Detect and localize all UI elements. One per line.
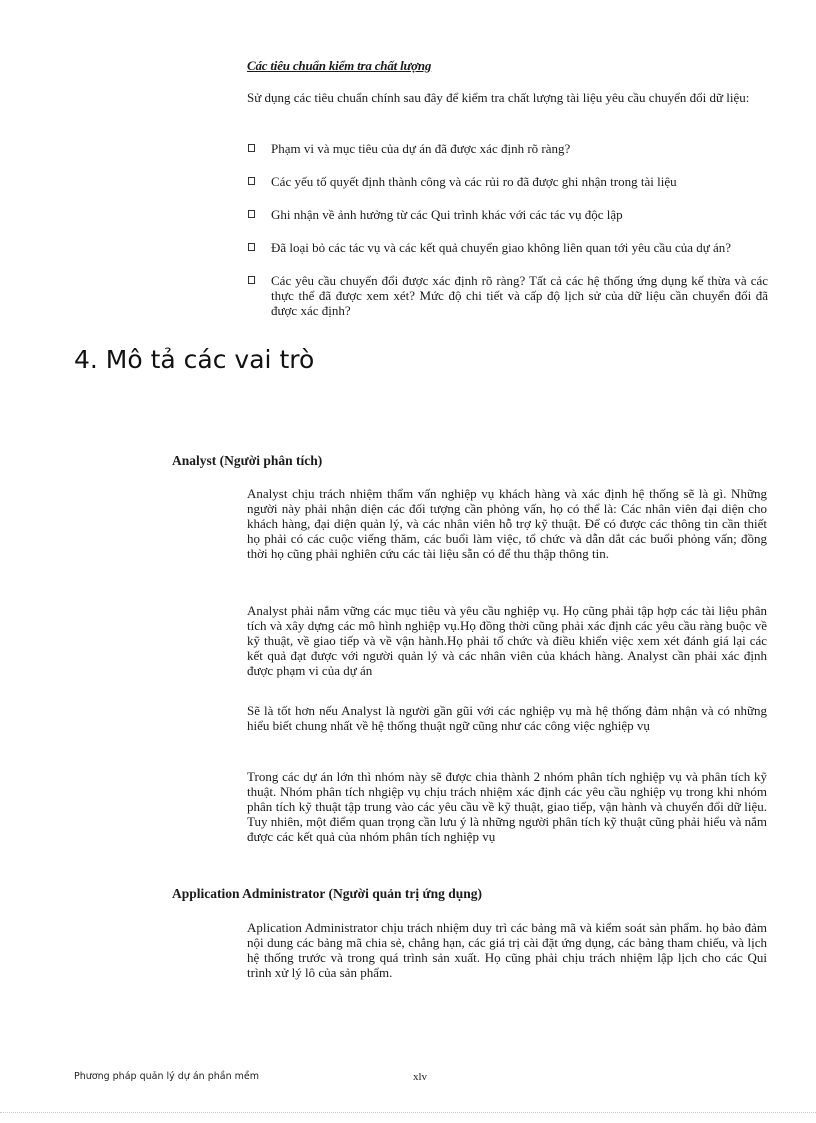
footer-document-title: Phương pháp quản lý dự án phần mềm [74,1071,259,1082]
analyst-paragraph: Analyst phải nắm vững các mục tiêu và yêu cầu nghiệp vụ. Họ cũng phải tập hợp các tài liệu phân tích và xây dựng các mô hình nghiệp vụ.Họ đồng thời cũng phải xác định các yêu cầu ràng buộc về kỹ thuật, về giao tiếp và về vận hành.Họ phải tổ chức và điều khiển việc xem xét đánh giá lại các kết quả đạt được với người quản lý và các nhân viên của khách hàng. Analyst cần phải xác định được phạm vi của dự án [247,603,767,678]
checklist-item [247,174,768,189]
analyst-paragraph: Sẽ là tốt hơn nếu Analyst là người gần gũi với các nghiệp vụ mà hệ thống đảm nhận và có những hiểu biết chung nhất về hệ thống thuật ngữ cũng như các công việc nghiệp vụ [247,703,767,733]
admin-role-title: Application Administrator (Người quản trị ứng dụng) [172,886,482,901]
checklist-item-text: Ghi nhận về ảnh hưởng từ các Qui trình khác với các tác vụ độc lập [271,207,623,222]
admin-paragraph: Aplication Administrator chịu trách nhiệm duy trì các bảng mã và kiểm soát sản phẩm. họ bảo đảm nội dung các bảng mã chia sẻ, chẳng hạn, các giá trị cài đặt ứng dụng, các bảng tham chiếu, và lịch hệ thống trước và trong quá trình sản xuất. Họ cũng phải chịu trách nhiệm lập lịch cho các Qui trình xử lý lô của sản phẩm. [247,920,767,980]
checkbox-icon [248,243,255,251]
checklist-item-text: Các yếu tố quyết định thành công và các rủi ro đã được ghi nhận trong tài liệu [271,174,677,189]
checklist-item [247,273,768,318]
quality-checklist [247,141,768,336]
checklist-item [247,207,768,222]
checklist-item-text: Phạm vi và mục tiêu của dự án đã được xác định rõ ràng? [271,141,571,156]
analyst-paragraph: Trong các dự án lớn thì nhóm này sẽ được chia thành 2 nhóm phân tích nghiệp vụ và phân tích kỹ thuật. Nhóm phân tích nhgiệp vụ chịu trách nhiệm xác định các yêu cầu nghiệp vụ trong khi nhóm phân tích kỹ thuật tập trung vào các yêu cầu về kỹ thuật, giao tiếp, vận hành và chuyển đổi dữ liệu. Tuy nhiên, một điểm quan trọng cần lưu ý là những người phân tích kỹ thuật cũng phải hiểu và nắm được các kết quả của nhóm phân tích nghiệp vụ [247,769,767,844]
analyst-paragraph: Analyst chịu trách nhiệm thẩm vấn nghiệp vụ khách hàng và xác định hệ thống sẽ là gì. Những người này phải nhận diện các đối tượng cần phỏng vấn, họ có thể là: Các nhân viên đại diện cho khách hàng, đại diện quản lý, và các nhân viên hỗ trợ kỹ thuật. Để có được các thông tin cần thiết họ phải có các cuộc viếng thăm, các buổi làm việc, tổ chức và dẫn dắt các buổi phỏng vấn; đồng thời họ cũng phải nghiên cứu các tài liệu sẵn có để thu thập thông tin. [247,486,767,561]
checkbox-icon [248,177,255,185]
checklist-item [247,141,768,156]
quality-intro: Sử dụng các tiêu chuẩn chính sau đây để kiểm tra chất lượng tài liệu yêu cầu chuyển đổi dữ liệu: [247,90,750,105]
checkbox-icon [248,144,255,152]
quality-criteria-heading: Các tiêu chuẩn kiểm tra chất lượng [247,58,432,73]
section-title: 4. Mô tả các vai trò [74,345,315,374]
checklist-item [247,240,768,255]
checklist-item-text: Đã loại bỏ các tác vụ và các kết quả chuyển giao không liên quan tới yêu cầu của dự án? [271,240,732,255]
checklist-item-text: Các yêu cầu chuyển đổi được xác định rõ ràng? Tất cả các hệ thống ứng dụng kế thừa và các thực thể đã được xem xét? Mức độ chi tiết và cấp độ lịch sử của dữ liệu cần chuyển đổi đã được xác định? [271,273,768,318]
checkbox-icon [248,276,255,284]
checkbox-icon [248,210,255,218]
page-number: xlv [413,1071,428,1083]
analyst-role-title: Analyst (Người phân tích) [172,453,323,468]
page-bottom-divider [0,1112,816,1113]
